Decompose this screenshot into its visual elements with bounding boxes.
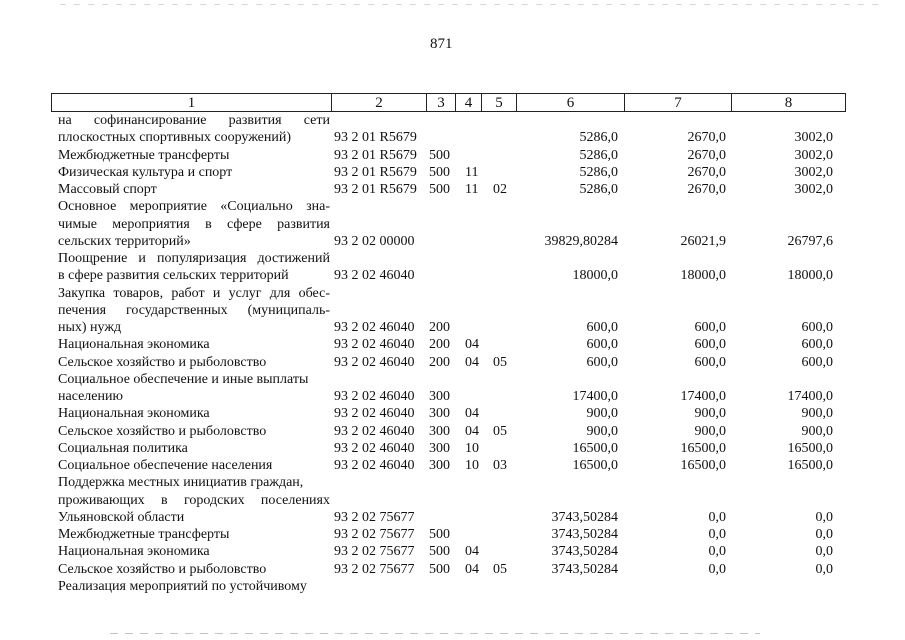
row-value-3: 3002,0 xyxy=(794,182,833,197)
row-value-1: 16500,0 xyxy=(572,440,618,456)
row-value-3: 0,0 xyxy=(815,527,833,542)
table-row xyxy=(0,302,905,319)
row-name: в сфере развития сельских территорий xyxy=(58,268,289,284)
row-vr: 200 xyxy=(429,354,450,370)
row-value-1: 5286,0 xyxy=(579,182,618,197)
table-row xyxy=(0,457,905,474)
row-name: Национальная экономика xyxy=(58,544,210,560)
row-code: 93 2 02 46040 xyxy=(334,354,415,370)
row-value-1: 39829,80284 xyxy=(544,233,618,249)
row-value-1: 900,0 xyxy=(586,406,618,422)
row-code: 93 2 02 75677 xyxy=(334,561,415,577)
row-rz: 04 xyxy=(465,354,479,370)
scan-artifact-bottom xyxy=(110,633,760,634)
row-value-2: 600,0 xyxy=(694,320,726,335)
row-name: Сельское хозяйство и рыболовство xyxy=(58,423,267,439)
table-row xyxy=(0,181,905,198)
row-pr: 05 xyxy=(493,423,507,439)
page-number: 871 xyxy=(430,36,453,52)
row-value-3: 3002,0 xyxy=(794,130,833,146)
row-name: Поддержка местных инициатив граждан, xyxy=(58,475,304,491)
row-value-3: 0,0 xyxy=(815,561,833,577)
row-code: 93 2 01 R5679 xyxy=(334,130,417,146)
row-value-3: 16500,0 xyxy=(787,458,833,473)
row-rz: 04 xyxy=(465,544,479,560)
row-value-2: 0,0 xyxy=(708,544,726,560)
row-vr: 300 xyxy=(429,458,450,473)
table-row xyxy=(0,285,905,302)
row-value-2: 600,0 xyxy=(694,337,726,353)
table-row xyxy=(0,492,905,509)
row-rz: 04 xyxy=(465,406,479,422)
row-code: 93 2 02 75677 xyxy=(334,544,415,560)
row-code: 93 2 02 75677 xyxy=(334,527,415,542)
table-row xyxy=(0,578,905,595)
row-vr: 500 xyxy=(429,147,450,163)
row-value-1: 5286,0 xyxy=(579,130,618,146)
row-value-2: 2670,0 xyxy=(687,130,726,146)
row-name: на софинансирование развития сети xyxy=(58,113,330,128)
row-name: населению xyxy=(58,389,123,404)
row-name: Межбюджетные трансферты xyxy=(58,527,230,542)
row-value-3: 26797,6 xyxy=(787,233,833,249)
row-value-1: 600,0 xyxy=(586,320,618,335)
row-value-2: 0,0 xyxy=(708,561,726,577)
table-body xyxy=(0,112,905,595)
table-row xyxy=(0,354,905,371)
row-name: Основное мероприятие «Социально зна- xyxy=(58,199,330,215)
row-name: Социальная политика xyxy=(58,440,188,456)
table-row xyxy=(0,561,905,578)
row-rz: 11 xyxy=(465,164,479,180)
row-name: сельских территорий» xyxy=(58,233,191,249)
row-pr: 02 xyxy=(493,182,507,197)
row-value-3: 600,0 xyxy=(801,320,833,335)
table-row xyxy=(0,509,905,526)
row-vr: 300 xyxy=(429,406,450,422)
row-value-3: 0,0 xyxy=(815,509,833,525)
row-value-2: 16500,0 xyxy=(680,458,726,473)
row-value-3: 900,0 xyxy=(801,406,833,422)
row-code: 93 2 01 R5679 xyxy=(334,147,417,163)
row-value-1: 17400,0 xyxy=(572,389,618,404)
row-code: 93 2 01 R5679 xyxy=(334,182,417,197)
row-name: Реализация мероприятий по устойчивому xyxy=(58,578,307,594)
row-vr: 300 xyxy=(429,389,450,404)
row-pr: 03 xyxy=(493,458,507,473)
row-rz: 04 xyxy=(465,337,479,353)
row-value-1: 3743,50284 xyxy=(551,527,618,542)
row-value-1: 600,0 xyxy=(586,337,618,353)
table-row xyxy=(0,112,905,129)
row-value-2: 18000,0 xyxy=(680,268,726,284)
table-row xyxy=(0,319,905,336)
row-pr: 05 xyxy=(493,354,507,370)
table-row xyxy=(0,164,905,181)
row-rz: 10 xyxy=(465,440,479,456)
row-value-1: 16500,0 xyxy=(572,458,618,473)
table-row xyxy=(0,405,905,422)
row-rz: 04 xyxy=(465,423,479,439)
row-value-1: 18000,0 xyxy=(572,268,618,284)
table-row xyxy=(0,440,905,457)
table-row xyxy=(0,147,905,164)
table-row xyxy=(0,543,905,560)
row-code: 93 2 02 46040 xyxy=(334,458,415,473)
row-value-3: 600,0 xyxy=(801,354,833,370)
scan-artifact-top xyxy=(60,4,880,5)
row-value-2: 0,0 xyxy=(708,527,726,542)
row-name: Физическая культура и спорт xyxy=(58,164,233,180)
row-value-3: 17400,0 xyxy=(787,389,833,404)
row-value-2: 16500,0 xyxy=(680,440,726,456)
row-name: Закупка товаров, работ и услуг для обес- xyxy=(58,285,330,301)
row-name: чимые мероприятия в сфере развития xyxy=(58,216,330,232)
table-row xyxy=(0,250,905,267)
row-code: 93 2 02 46040 xyxy=(334,389,415,404)
table-row xyxy=(0,129,905,146)
table-row xyxy=(0,388,905,405)
row-value-3: 3002,0 xyxy=(794,164,833,180)
row-value-2: 26021,9 xyxy=(680,233,726,249)
row-name: Национальная экономика xyxy=(58,337,210,353)
row-value-2: 2670,0 xyxy=(687,164,726,180)
row-value-2: 600,0 xyxy=(694,354,726,370)
row-code: 93 2 01 R5679 xyxy=(334,164,417,180)
row-value-1: 5286,0 xyxy=(579,147,618,163)
table-row xyxy=(0,423,905,440)
row-value-2: 0,0 xyxy=(708,509,726,525)
row-vr: 300 xyxy=(429,423,450,439)
table-header xyxy=(51,93,846,112)
row-value-2: 2670,0 xyxy=(687,147,726,163)
row-name: проживающих в городских поселениях xyxy=(58,492,330,508)
row-code: 93 2 02 46040 xyxy=(334,337,415,353)
header-col-8: 8 xyxy=(732,93,846,112)
row-code: 93 2 02 46040 xyxy=(334,406,415,422)
row-vr: 500 xyxy=(429,544,450,560)
row-value-3: 600,0 xyxy=(801,337,833,353)
row-vr: 500 xyxy=(429,561,450,577)
row-name: Ульяновской области xyxy=(58,509,185,525)
header-col-1: 1 xyxy=(51,93,332,112)
row-code: 93 2 02 00000 xyxy=(334,233,415,249)
row-value-2: 17400,0 xyxy=(680,389,726,404)
row-value-1: 3743,50284 xyxy=(551,561,618,577)
row-name: Национальная экономика xyxy=(58,406,210,422)
row-vr: 500 xyxy=(429,527,450,542)
row-rz: 10 xyxy=(465,458,479,473)
row-code: 93 2 02 75677 xyxy=(334,509,415,525)
table-row xyxy=(0,371,905,388)
table-row xyxy=(0,336,905,353)
table-row xyxy=(0,267,905,284)
row-name: плоскостных спортивных сооружений) xyxy=(58,130,292,146)
row-code: 93 2 02 46040 xyxy=(334,440,415,456)
row-name: Массовый спорт xyxy=(58,182,157,197)
row-vr: 500 xyxy=(429,164,450,180)
row-value-3: 18000,0 xyxy=(787,268,833,284)
row-value-1: 5286,0 xyxy=(579,164,618,180)
header-col-3: 3 xyxy=(427,93,456,112)
row-value-3: 0,0 xyxy=(815,544,833,560)
row-rz: 04 xyxy=(465,561,479,577)
row-value-2: 900,0 xyxy=(694,406,726,422)
table-row xyxy=(0,474,905,491)
row-vr: 200 xyxy=(429,337,450,353)
row-name: печения государственных (муниципаль- xyxy=(58,302,330,318)
table-row xyxy=(0,233,905,250)
row-value-3: 3002,0 xyxy=(794,147,833,163)
table-row xyxy=(0,198,905,215)
row-value-2: 2670,0 xyxy=(687,182,726,197)
row-value-3: 900,0 xyxy=(801,423,833,439)
row-name: ных) нужд xyxy=(58,320,122,335)
header-col-6: 6 xyxy=(517,93,625,112)
row-name: Межбюджетные трансферты xyxy=(58,147,230,163)
row-name: Поощрение и популяризация достижений xyxy=(58,251,330,266)
row-vr: 200 xyxy=(429,320,450,335)
row-name: Сельское хозяйство и рыболовство xyxy=(58,354,267,370)
row-code: 93 2 02 46040 xyxy=(334,268,415,284)
row-value-2: 900,0 xyxy=(694,423,726,439)
row-value-3: 16500,0 xyxy=(787,440,833,456)
row-name: Сельское хозяйство и рыболовство xyxy=(58,561,267,577)
header-col-5: 5 xyxy=(482,93,517,112)
row-name: Социальное обеспечение населения xyxy=(58,458,273,473)
header-col-7: 7 xyxy=(625,93,732,112)
row-value-1: 900,0 xyxy=(586,423,618,439)
row-vr: 500 xyxy=(429,182,450,197)
row-value-1: 600,0 xyxy=(586,354,618,370)
row-code: 93 2 02 46040 xyxy=(334,423,415,439)
row-vr: 300 xyxy=(429,440,450,456)
header-col-2: 2 xyxy=(332,93,427,112)
header-col-4: 4 xyxy=(456,93,482,112)
table-row xyxy=(0,526,905,543)
row-rz: 11 xyxy=(465,182,479,197)
row-code: 93 2 02 46040 xyxy=(334,320,415,335)
row-value-1: 3743,50284 xyxy=(551,509,618,525)
row-name: Социальное обеспечение и иные выплаты xyxy=(58,371,309,387)
row-value-1: 3743,50284 xyxy=(551,544,618,560)
table-row xyxy=(0,216,905,233)
row-pr: 05 xyxy=(493,561,507,577)
